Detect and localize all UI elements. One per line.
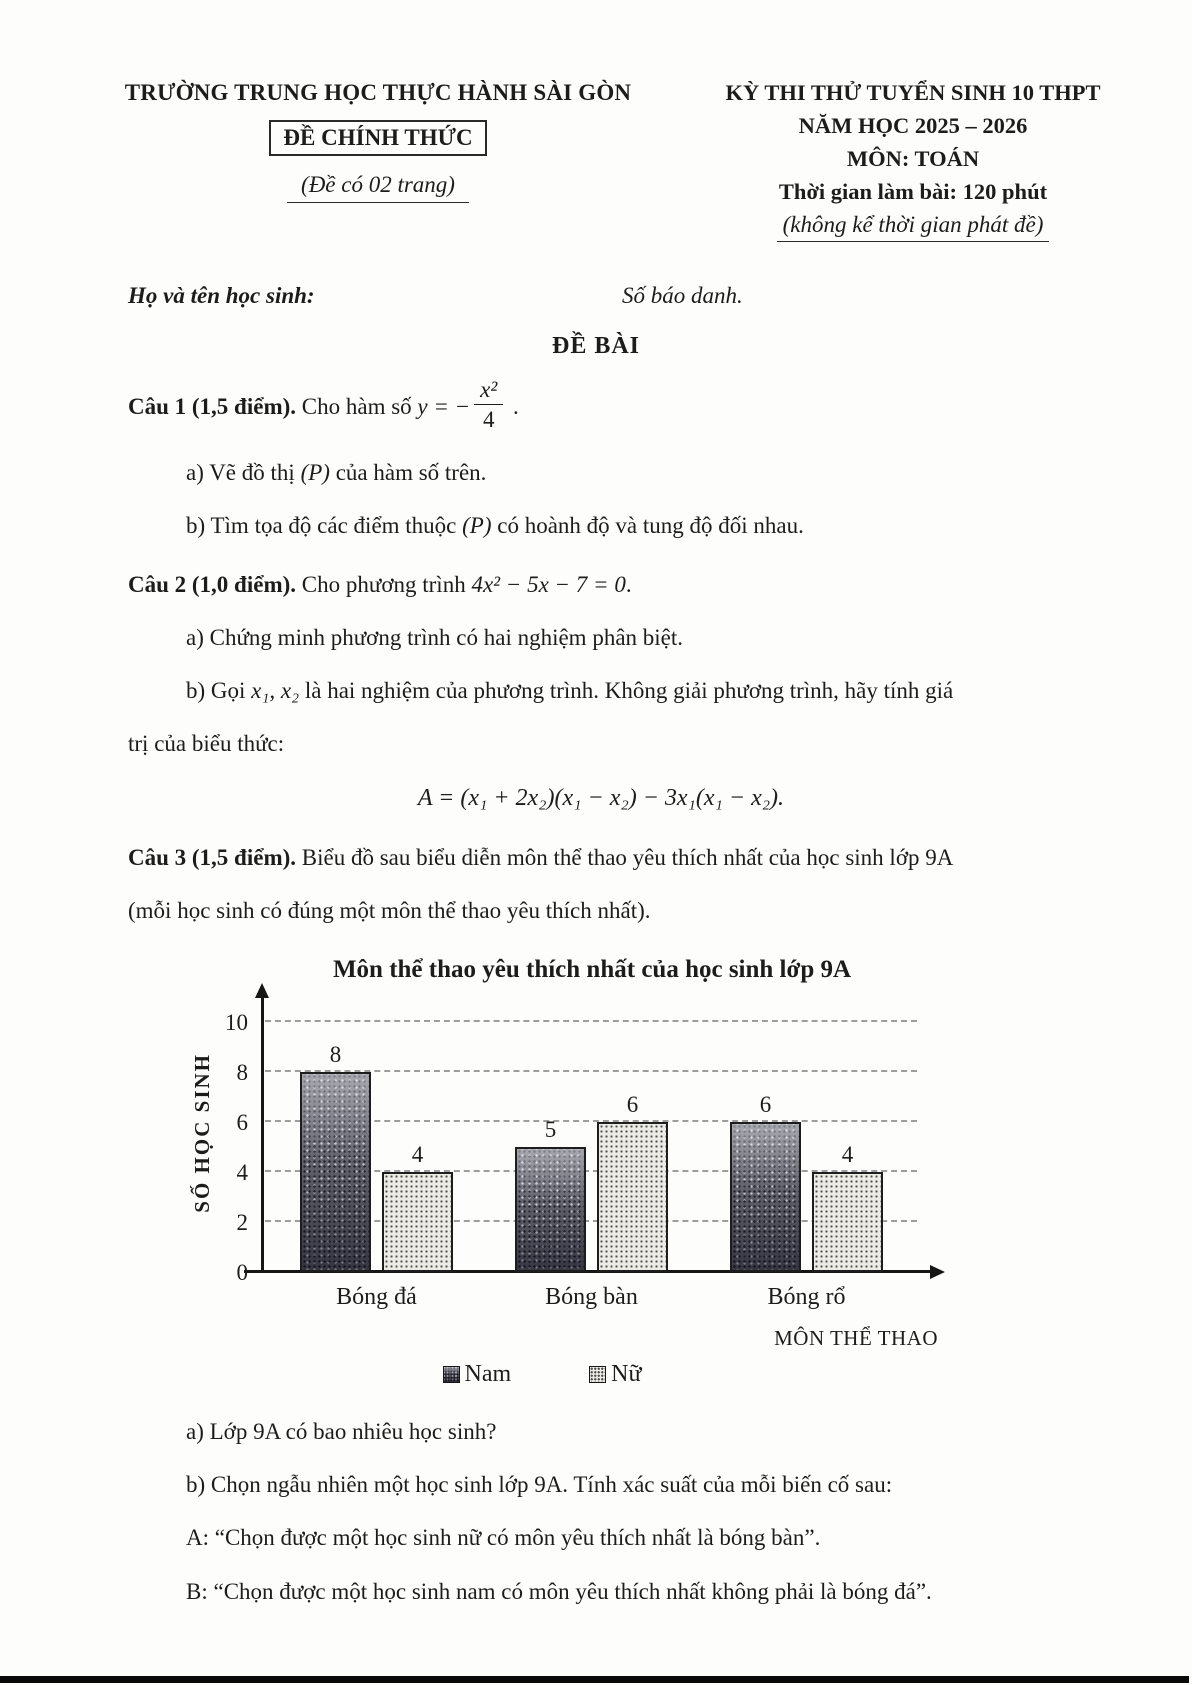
q1-intro: Cho hàm số [296,393,418,419]
section-title: ĐỀ BÀI [551,333,641,359]
y-axis-arrow-icon [255,983,269,998]
x-category-label: Bóng đá [336,1284,417,1311]
exam-type-box: ĐỀ CHÍNH THỨC [269,120,486,156]
q1b-text2: có hoành độ và tung độ đối nhau. [491,513,804,539]
question-2 [128,569,1074,600]
header [0,0,1192,249]
bar-wrap [597,1092,668,1272]
q1a-text2: của hàm số trên. [329,460,487,485]
y-tick-label: 8 [236,1060,248,1086]
x-axis-label: MÔN THỂ THAO [774,1326,938,1351]
legend-label-nu: Nữ [611,1361,642,1388]
duration-note: (không kể thời gian phát đề) [777,212,1050,242]
x-category-label: Bóng bàn [545,1284,638,1311]
question-1 [128,377,1074,435]
q1a-math: (P) [300,460,330,485]
q2-tail: . [625,572,632,598]
q3-intro: Biểu đồ sau biểu diễn môn thể thao yêu thích nhất của học sinh lớp 9A [296,845,954,871]
bar-wrap [300,1042,371,1272]
y-tick-label: 4 [236,1160,248,1186]
y-tick-label: 10 [225,1010,248,1036]
bar-value-label: 8 [329,1042,342,1068]
q3a-text: a) Lớp 9A có bao nhiêu học sinh? [186,1419,497,1445]
question-2b [128,675,1074,706]
legend-item-nu [589,1361,641,1388]
q2b-text: b) Gọi [186,678,252,704]
bar-nu [382,1172,453,1272]
question-3 [128,842,1074,873]
bar-value-label: 5 [544,1117,557,1143]
y-axis-label: SỐ HỌC SINH [190,1052,214,1213]
y-tick-label: 2 [236,1210,248,1236]
duration: Thời gian làm bài: 120 phút [778,179,1048,204]
question-3b [128,1469,1074,1500]
y-tick-label: 0 [236,1260,248,1286]
bar-nu [812,1172,883,1272]
nam-swatch-icon [443,1366,460,1383]
q3-event-a-text: A: “Chọn được một học sinh nữ có môn yêu thích nhất là bóng bàn”. [186,1525,821,1551]
q2-equation: 4x² − 5x − 7 = 0 [471,572,626,598]
y-axis-line [261,996,264,1272]
q2b-text2: là hai nghiệm của phương trình. Không giải phương trình, hãy tính giá [299,678,954,704]
bar-value-label: 6 [626,1092,639,1118]
question-1a [128,457,1074,488]
school-year: NĂM HỌC 2025 – 2026 [798,113,1028,138]
q2a-text: a) Chứng minh phương trình có hai nghiệm phân biệt. [186,625,684,651]
question-2b-cont [128,728,1074,759]
nu-swatch-icon [589,1366,606,1383]
q3-event-a [128,1522,1074,1553]
school-name: TRƯỜNG TRUNG HỌC THỰC HÀNH SÀI GÒN [124,80,632,105]
bar-wrap [515,1117,586,1272]
q2-expression: A = (x₁ + 2x₂)(x₁ − x₂) − 3x₁(x₁ − x₂). [417,785,785,812]
student-id-label: Số báo danh. [622,283,743,308]
questions [128,377,1074,926]
bar-wrap [812,1142,883,1272]
q1-fraction-numerator: x² [474,378,503,405]
bar-group [515,1092,668,1272]
bar-value-label: 6 [759,1092,772,1118]
q1b-math: (P) [462,513,492,539]
chart-legend [242,1361,842,1388]
scan-edge-bar [0,1676,1189,1683]
legend-label-nam: Nam [464,1361,512,1388]
bar-value-label: 4 [841,1142,854,1168]
y-tick-label: 6 [236,1110,248,1136]
q3b-text: b) Chọn ngẫu nhiên một học sinh lớp 9A. Tính xác suất của mỗi biến cố sau: [186,1472,893,1498]
student-info-row [128,283,1062,309]
plot-area [190,1010,922,1311]
question-1b [128,510,1074,541]
bar-nam [730,1122,801,1272]
x-axis-arrow-icon [930,1265,945,1279]
q2b-text3: trị của biểu thức: [128,731,285,757]
q2-label: Câu 2 (1,0 điểm). [128,572,297,598]
q3-event-b [128,1576,1074,1607]
q1-label: Câu 1 (1,5 điểm). [128,393,297,419]
q2b-math: x₁, x₂ [251,678,300,704]
legend-item-nam [443,1361,512,1388]
q1-fraction [474,378,503,431]
q1-fraction-denominator: 4 [482,407,495,432]
header-left [118,80,638,249]
q2-intro: Cho phương trình [296,572,472,598]
question-3a [128,1416,1074,1447]
bar-nam [300,1072,371,1272]
header-right [698,80,1128,249]
bar-group [300,1042,453,1272]
q1-tail: . [507,393,519,419]
q3-subquestions [128,1416,1074,1606]
bar-wrap [382,1142,453,1272]
bar-nu [597,1122,668,1272]
bar-nam [515,1147,586,1272]
q3-event-b-text: B: “Chọn được một học sinh nam có môn yêu thích nhất không phải là bóng đá”. [186,1578,932,1604]
q3-label: Câu 3 (1,5 điểm). [128,845,297,871]
pages-note: (Đề có 02 trang) [287,172,469,203]
q1a-text: a) Vẽ đồ thị [186,460,301,485]
question-3-cont [128,895,1074,926]
q3-intro2: (mỗi học sinh có đúng một môn thể thao yêu thích nhất). [128,898,651,924]
gridline-10 [265,1020,917,1022]
bar-chart [190,956,982,1388]
exam-title: KỲ THI THỬ TUYỂN SINH 10 THPT [725,80,1101,105]
q1-function-lead: y = − [417,393,471,419]
student-name-label: Họ và tên học sinh: [128,283,315,308]
q1b-text: b) Tìm tọa độ các điểm thuộc [186,513,463,539]
question-2a [128,622,1074,653]
bar-wrap [730,1092,801,1272]
bar-value-label: 4 [411,1142,424,1168]
bar-group [730,1092,883,1272]
subject: MÔN: TOÁN [846,146,980,171]
chart-title: Môn thể thao yêu thích nhất của học sinh lớp 9A [332,956,852,984]
x-category-label: Bóng rổ [767,1284,846,1311]
